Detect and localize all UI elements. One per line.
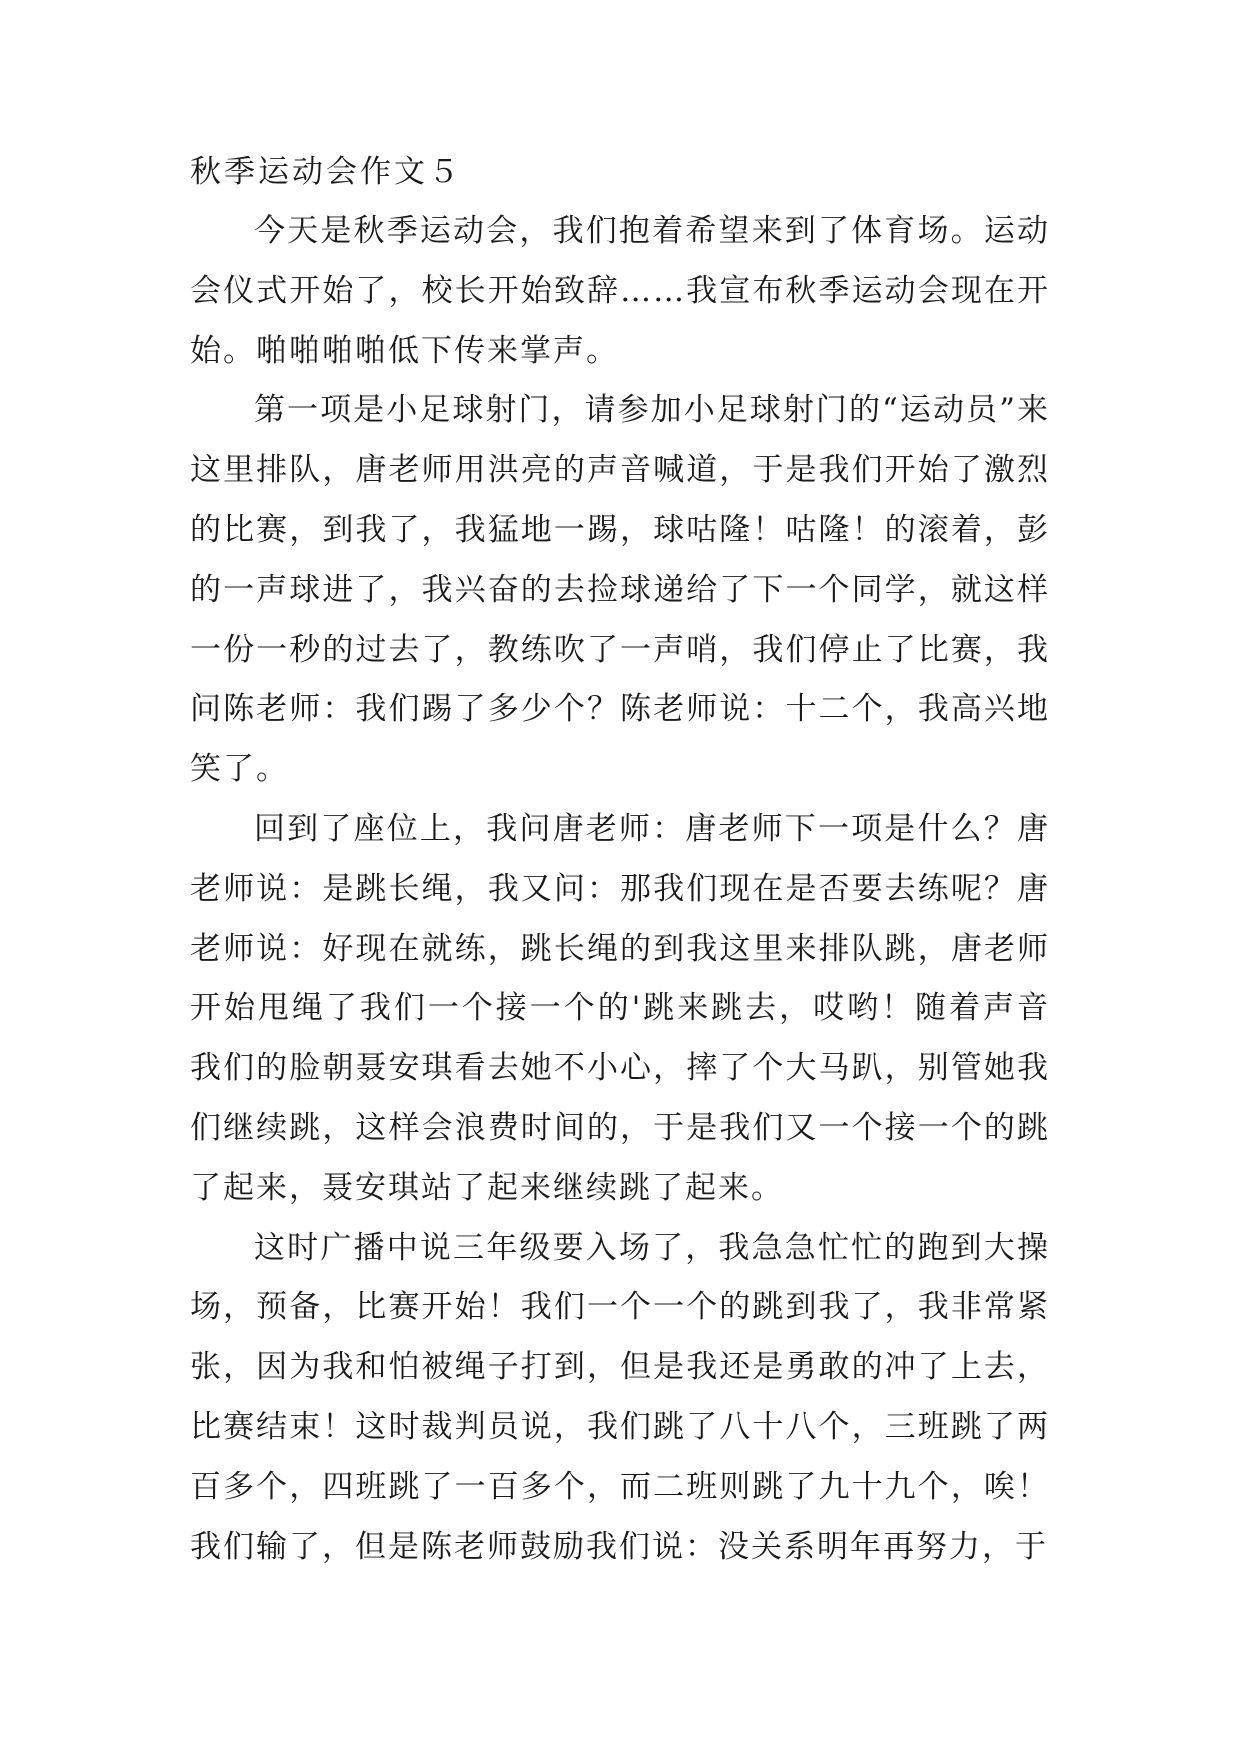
document-title: 秋季运动会作文５: [190, 154, 462, 190]
paragraph-rope-competition: 这时广播中说三年级要入场了，我急急忙忙的跑到大操场，预备，比赛开始！我们一个一个的跳到我了，我非常紧张，因为我和怕被绳子打到，但是我还是勇敢的冲了上去，比赛结束！这时裁判员说，我们跳了八十八个，三班跳了两百多个，四班跳了一百多个，而二班则跳了九十九个，唉！我们输了，但是陈老师鼓励我们说：没关系明年再努力，于: [190, 1229, 1050, 1565]
document-body: [190, 152, 1050, 1577]
paragraph-football: 第一项是小足球射门，请参加小足球射门的“运动员”来这里排队，唐老师用洪亮的声音喊道，于是我们开始了激烈的比赛，到我了，我猛地一踢，球咕隆！咕隆！的滚着，彭的一声球进了，我兴奋的去捡球递给了下一个同学，就这样一份一秒的过去了，教练吹了一声哨，我们停止了比赛，我问陈老师：我们踢了多少个？陈老师说：十二个，我高兴地笑了。: [190, 392, 1050, 788]
paragraph-opening: 今天是秋季运动会，我们抱着希望来到了体育场。运动会仪式开始了，校长开始致辞……我宣布秋季运动会现在开始。啪啪啪啪低下传来掌声。: [190, 213, 1050, 369]
paragraph-rope-practice: 回到了座位上，我问唐老师：唐老师下一项是什么？唐老师说：是跳长绳，我又问：那我们现在是否要去练呢？唐老师说：好现在就练，跳长绳的到我这里来排队跳，唐老师开始甩绳了我们一个接一个的'跳来跳去，哎哟！随着声音我们的脸朝聂安琪看去她不小心，摔了个大马趴，别管她我们继续跳，这样会浪费时间的，于是我们又一个接一个的跳了起来，聂安琪站了起来继续跳了起来。: [190, 810, 1050, 1206]
